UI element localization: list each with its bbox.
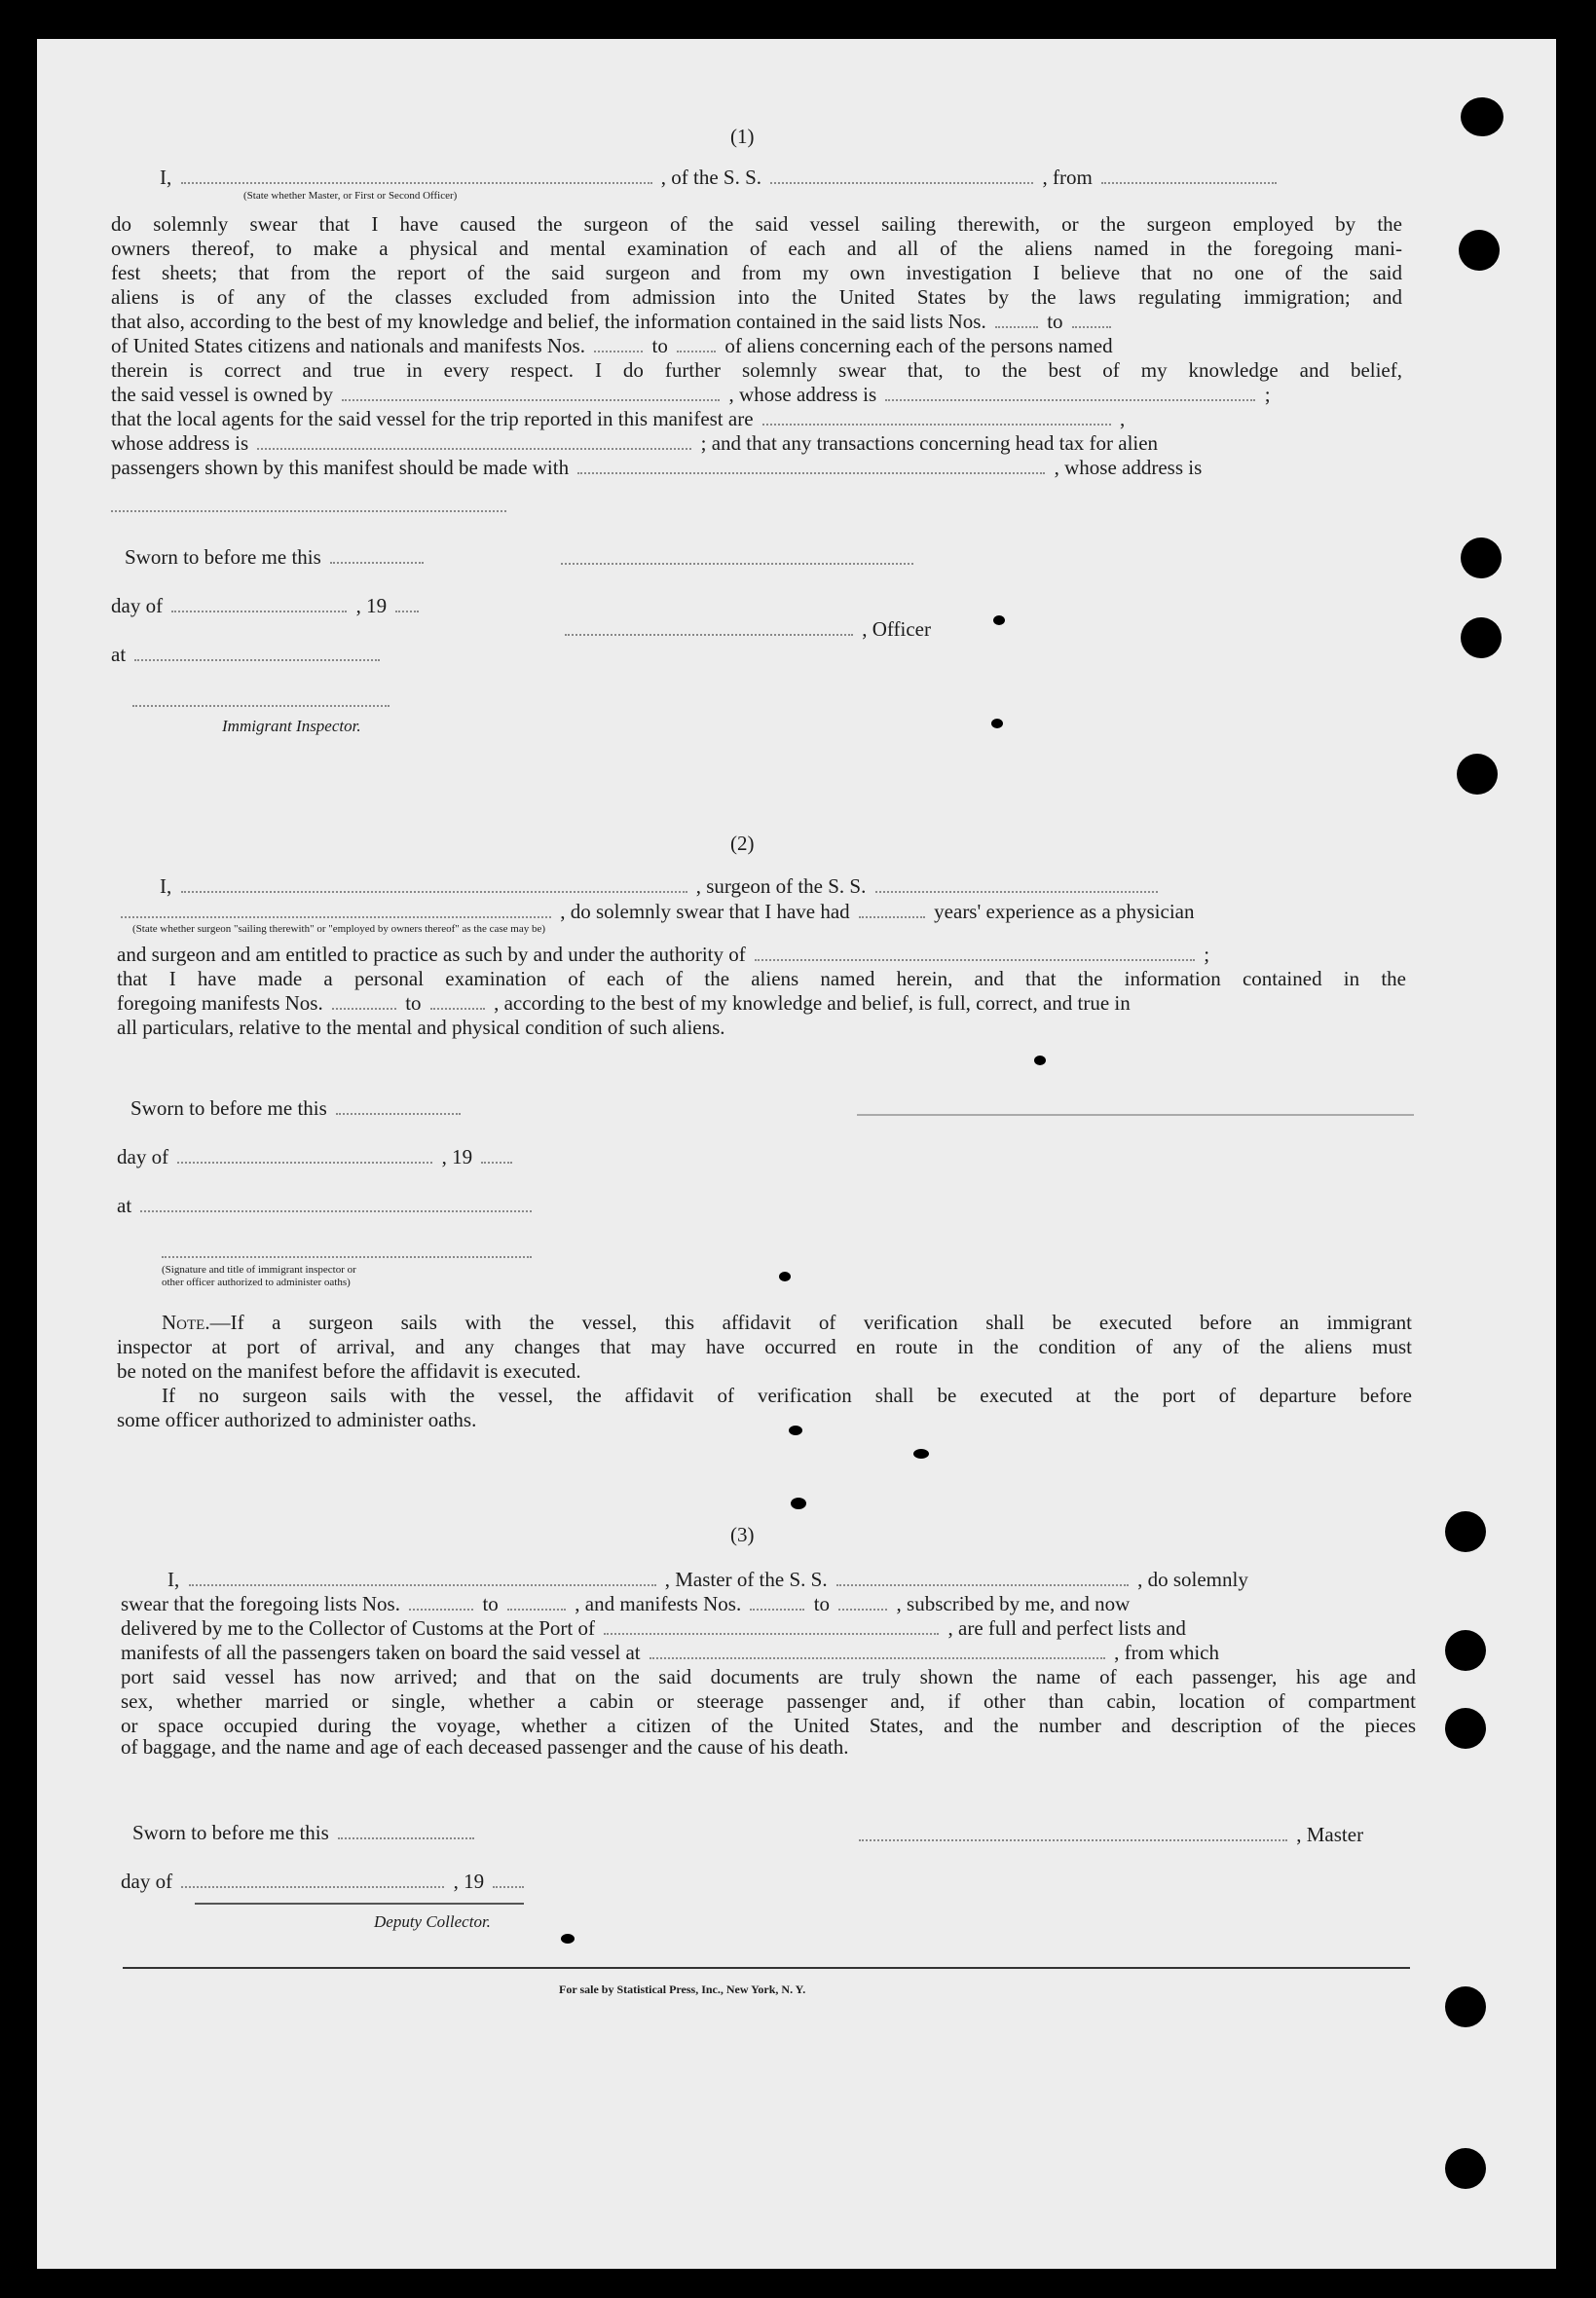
s1-year-field[interactable] <box>395 610 419 612</box>
citizen-list-to-field[interactable] <box>1072 325 1111 328</box>
master-of-ss-label: , Master of the S. S. <box>664 1568 828 1591</box>
authority-field[interactable] <box>755 958 1195 961</box>
year-prefix: , 19 <box>453 1870 485 1893</box>
s2-line-2 <box>117 900 1195 924</box>
semicolon: ; <box>1204 943 1210 966</box>
s2-physician-text: years' experience as a physician <box>934 900 1195 923</box>
day-of-label: day of <box>117 1145 169 1168</box>
ink-speck <box>789 1426 802 1435</box>
section-1-number: (1) <box>730 125 755 148</box>
printer-imprint: For sale by Statistical Press, Inc., New York, N. Y. <box>559 1983 806 1996</box>
note-text: —If a surgeon sails with the vessel, this affidavit of verification shall be executed before an immigrant <box>209 1311 1412 1334</box>
head-tax-address-label: , whose address is <box>1054 456 1203 479</box>
note-line-4: If no surgeon sails with the vessel, the affidavit of verification shall be executed at the port of departure before <box>162 1384 1412 1407</box>
note-line-5: some officer authorized to administer oaths. <box>117 1408 477 1431</box>
officer-signature-field[interactable] <box>565 633 853 636</box>
s3-master-name-field[interactable] <box>189 1583 656 1586</box>
s2-line-3 <box>117 943 1209 967</box>
alien-manifest-to-field[interactable] <box>677 350 716 352</box>
local-agents-label: that the local agents for the said vessel for the trip reported in this manifest are <box>111 407 754 430</box>
punch-hole <box>1445 1511 1486 1552</box>
owner-address-field[interactable] <box>885 398 1255 401</box>
ink-speck <box>561 1934 575 1944</box>
s3-list-to-field[interactable] <box>507 1608 566 1611</box>
punch-hole <box>1461 537 1502 578</box>
day-of-label: day of <box>111 594 164 617</box>
master-label: , Master <box>1296 1823 1364 1846</box>
section-3-number: (3) <box>730 1523 755 1546</box>
s3-day-line <box>121 1870 528 1894</box>
sworn-label: Sworn to before me this <box>130 1096 327 1120</box>
s1-body-line: fest sheets; that from the report of the said surgeon and from my own investigation I believe that no one of the said <box>111 261 1402 284</box>
s1-line-10 <box>111 431 1158 456</box>
owner-address-label: , whose address is <box>728 383 877 406</box>
s3-line-1 <box>167 1568 1248 1592</box>
s1-day-line <box>111 594 423 618</box>
agent-address-label: whose address is <box>111 431 249 455</box>
note-line-1 <box>162 1311 1412 1335</box>
s1-body-line: owners thereof, to make a physical and mental examination of each and all of the aliens named in the foregoing mani- <box>111 237 1402 260</box>
s1-sworn-line <box>125 545 427 570</box>
sworn-label: Sworn to before me this <box>125 545 321 569</box>
s2-year-field[interactable] <box>481 1161 512 1164</box>
punch-hole <box>1445 1708 1486 1749</box>
head-tax-address-field[interactable] <box>111 510 506 512</box>
officer-label: , Officer <box>862 617 931 641</box>
head-tax-party-field[interactable] <box>577 471 1045 474</box>
surgeon-status-caption: (State whether surgeon "sailing therewith" or "employed by owners thereof" as the case may be) <box>132 923 546 935</box>
s3-body-line: of baggage, and the name and age of each deceased passenger and the cause of his death. <box>121 1735 849 1759</box>
master-signature-field[interactable] <box>859 1838 1287 1841</box>
s1-line-6 <box>111 334 1113 358</box>
s2-line-1 <box>160 874 1162 899</box>
form-page <box>37 39 1556 2269</box>
footer-rule <box>123 1967 1410 1969</box>
lists-nos-label: swear that the foregoing lists Nos. <box>121 1592 400 1615</box>
authority-label: and surgeon and am entitled to practice as such by and under the authority of <box>117 943 746 966</box>
from-which-text: , from which <box>1114 1641 1219 1664</box>
s1-sworn-day-field[interactable] <box>330 561 424 564</box>
s1-of-ss: , of the S. S. <box>660 166 762 189</box>
s3-year-field[interactable] <box>493 1885 524 1888</box>
punch-hole <box>1461 97 1503 136</box>
s3-list-from-field[interactable] <box>409 1608 473 1611</box>
section-2-number: (2) <box>730 832 755 855</box>
full-perfect-text: , are full and perfect lists and <box>947 1616 1186 1640</box>
s2-body-line: all particulars, relative to the mental and physical condition of such aliens. <box>117 1016 725 1039</box>
s2-officer-signature-line[interactable] <box>162 1256 532 1258</box>
s1-body-line: therein is correct and true in every respect. I do further solemnly swear that, to the best of my knowledge and belief, <box>111 358 1402 382</box>
s1-persons-named: of aliens concerning each of the persons named <box>724 334 1113 357</box>
punch-hole <box>1445 1630 1486 1671</box>
s3-master-signature-line <box>855 1823 1363 1847</box>
s1-officer-signature-line-1[interactable] <box>561 563 913 565</box>
punch-hole <box>1445 1986 1486 2027</box>
ink-speck <box>779 1272 791 1281</box>
s3-day-of-field[interactable] <box>181 1885 444 1888</box>
surgeon-status-field[interactable] <box>121 915 551 918</box>
local-agents-field[interactable] <box>762 423 1111 426</box>
s2-i: I, <box>160 874 172 898</box>
surgeon-of-ss-label: , surgeon of the S. S. <box>695 874 867 898</box>
s1-line-5 <box>111 310 1115 334</box>
note-line-2: inspector at port of arrival, and any changes that may have occurred en route in the condition of any of the aliens must <box>117 1335 1412 1358</box>
s2-manifest-to-field[interactable] <box>430 1007 485 1010</box>
s1-day-of-field[interactable] <box>171 610 347 612</box>
s1-manifests-label: of United States citizens and nationals and manifests Nos. <box>111 334 585 357</box>
port-of-arrival-field[interactable] <box>604 1632 939 1635</box>
deputy-collector-label: Deputy Collector. <box>374 1912 491 1931</box>
s3-sworn-day-field[interactable] <box>338 1836 474 1839</box>
s1-line-9 <box>111 407 1125 431</box>
agent-address-field[interactable] <box>257 447 691 450</box>
note-label: Note. <box>162 1311 210 1334</box>
s3-i: I, <box>167 1568 180 1591</box>
s2-manifests-label: foregoing manifests Nos. <box>117 991 323 1015</box>
s3-to: to <box>813 1592 831 1615</box>
s1-i: I, <box>160 166 172 189</box>
owner-field[interactable] <box>342 398 720 401</box>
s1-vessel-field[interactable] <box>770 181 1033 184</box>
owned-by-label: the said vessel is owned by <box>111 383 334 406</box>
collector-port-label: delivered by me to the Collector of Customs at the Port of <box>121 1616 595 1640</box>
s2-at-field[interactable] <box>140 1209 532 1212</box>
years-experience-field[interactable] <box>859 915 925 918</box>
s3-line-3 <box>121 1616 1186 1641</box>
s1-to: to <box>1047 310 1063 333</box>
s2-sworn-line <box>130 1096 464 1121</box>
s3-manifest-from-field[interactable] <box>750 1608 804 1611</box>
s3-body-line: or space occupied during the voyage, whether a citizen of the United States, and the number and description of the pieces <box>121 1714 1416 1737</box>
inspector-signature-line[interactable] <box>132 705 390 707</box>
s2-sworn-day-field[interactable] <box>336 1112 461 1115</box>
year-prefix: , 19 <box>355 594 388 617</box>
s1-title-caption: (State whether Master, or First or Second Officer) <box>243 190 458 202</box>
s3-body-line: port said vessel has now arrived; and that on the said documents are truly shown the name of each passenger, his age and <box>121 1665 1416 1688</box>
s3-line-2 <box>121 1592 1130 1616</box>
sig-caption-2: other officer authorized to administer oaths) <box>162 1277 351 1288</box>
s2-day-of-field[interactable] <box>177 1161 432 1164</box>
s1-line-1 <box>160 166 1402 190</box>
collector-signature-line[interactable] <box>195 1903 524 1905</box>
punch-hole <box>1445 2148 1486 2189</box>
manifests-nos-label: , and manifests Nos. <box>575 1592 742 1615</box>
s3-vessel-field[interactable] <box>836 1583 1129 1586</box>
sworn-label: Sworn to before me this <box>132 1821 329 1844</box>
ink-speck <box>993 615 1005 625</box>
s1-body-line: aliens is of any of the classes excluded from admission into the United States by the laws regulating immigration; and <box>111 285 1402 309</box>
s3-to: to <box>482 1592 499 1615</box>
s1-at-line <box>111 643 384 667</box>
s2-vessel-field[interactable] <box>875 890 1158 893</box>
ink-speck <box>913 1449 929 1459</box>
s1-officer-line <box>561 617 931 642</box>
surgeon-signature-line[interactable] <box>857 1114 1414 1116</box>
subscribed-text: , subscribed by me, and now <box>896 1592 1131 1615</box>
ink-speck <box>791 1498 806 1509</box>
at-label: at <box>117 1194 132 1217</box>
s2-manifest-from-field[interactable] <box>332 1007 396 1010</box>
immigrant-inspector-label: Immigrant Inspector. <box>222 717 361 735</box>
s3-line-4 <box>121 1641 1219 1665</box>
s1-body-line: do solemnly swear that I have caused the surgeon of the said vessel sailing therewith, or the surgeon employed by the <box>111 212 1402 236</box>
citizen-list-from-field[interactable] <box>995 325 1038 328</box>
s2-day-line <box>117 1145 516 1169</box>
ink-speck <box>1034 1056 1046 1065</box>
s1-from: , from <box>1042 166 1093 189</box>
head-tax-with-label: passengers shown by this manifest should be made with <box>111 456 570 479</box>
s2-to: to <box>405 991 422 1015</box>
port-of-departure-field[interactable] <box>650 1656 1105 1659</box>
s3-sworn-line <box>132 1821 478 1845</box>
s1-line-11 <box>111 456 1202 480</box>
s2-knowledge-text: , according to the best of my knowledge and belief, is full, correct, and true in <box>494 991 1131 1015</box>
day-of-label: day of <box>121 1870 173 1893</box>
s2-at-line <box>117 1194 536 1218</box>
s2-body-line: that I have made a personal examination of each of the aliens named herein, and that the information contained in the <box>117 967 1406 990</box>
punch-hole <box>1459 230 1500 271</box>
punch-hole <box>1457 754 1498 795</box>
alien-manifest-from-field[interactable] <box>594 350 643 352</box>
s1-body-line: that also, according to the best of my knowledge and belief, the information contained in the said lists Nos. <box>111 310 986 333</box>
s3-manifest-to-field[interactable] <box>838 1608 887 1611</box>
at-label: at <box>111 643 127 666</box>
s1-from-field[interactable] <box>1101 181 1277 184</box>
punch-hole <box>1461 617 1502 658</box>
do-solemnly-text: , do solemnly <box>1137 1568 1248 1591</box>
year-prefix: , 19 <box>441 1145 473 1168</box>
comma: , <box>1120 407 1126 430</box>
taken-on-board-label: manifests of all the passengers taken on board the said vessel at <box>121 1641 641 1664</box>
s3-body-line: sex, whether married or single, whether a cabin or steerage passenger and, if other than cabin, location of compartment <box>121 1689 1416 1713</box>
s1-to: to <box>651 334 668 357</box>
semicolon: ; <box>1264 383 1271 406</box>
master-name-field[interactable] <box>181 181 652 184</box>
note-line-3: be noted on the manifest before the affidavit is executed. <box>117 1359 581 1383</box>
s1-at-field[interactable] <box>134 658 380 661</box>
s2-swear-text: , do solemnly swear that I have had <box>560 900 850 923</box>
surgeon-name-field[interactable] <box>181 890 687 893</box>
s2-line-5 <box>117 991 1131 1016</box>
ink-speck <box>991 719 1003 728</box>
sig-caption-1: (Signature and title of immigrant inspector or <box>162 1264 356 1276</box>
s1-line-8 <box>111 383 1271 407</box>
head-tax-text: ; and that any transactions concerning head tax for alien <box>700 431 1159 455</box>
